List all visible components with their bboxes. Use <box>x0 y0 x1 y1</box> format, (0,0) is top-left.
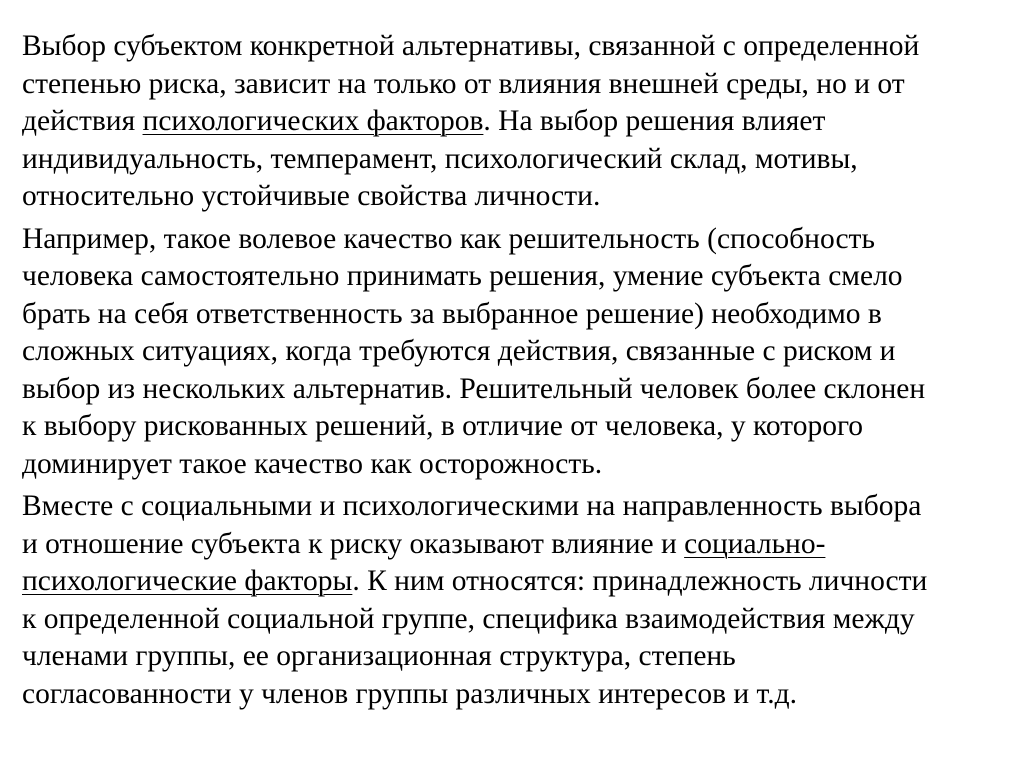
text-segment: . На выбор решения влияет <box>483 105 826 137</box>
text-line <box>22 446 1004 484</box>
text-line <box>22 66 1004 104</box>
text-segment: действия <box>22 105 143 137</box>
text-line <box>22 526 1004 564</box>
text-segment: согласованности у членов группы различных интересов и т.д. <box>22 677 797 710</box>
text-line <box>22 371 1004 409</box>
text-segment: к определенной социальной группе, специфика взаимодействия между <box>22 602 915 635</box>
text-segment: человека самостоятельно принимать решения, умение субъекта смело <box>22 260 903 292</box>
text-segment: брать на себя ответственность за выбранное решение) необходимо в <box>22 297 882 330</box>
text-segment: и отношение субъекта к риску оказывают влияние и <box>22 527 685 560</box>
link-psychological-factors[interactable]: психологических факторов <box>142 105 484 137</box>
text-line <box>22 103 1004 141</box>
text-line <box>22 408 1004 446</box>
text-line <box>22 601 1004 639</box>
text-line <box>22 221 1004 259</box>
text-line <box>22 638 1004 676</box>
text-segment: доминирует такое качество как осторожность. <box>22 447 603 480</box>
text-segment: к выбору рискованных решений, в отличие от человека, у которого <box>22 410 864 442</box>
paragraph-psychological-factors <box>22 28 1004 216</box>
text-line <box>22 676 1004 714</box>
text-segment: относительно устойчивые свойства личности. <box>22 180 601 212</box>
text-segment: Например, такое волевое качество как решительность (способность <box>22 222 875 255</box>
text-segment: членами группы, ее организационная структура, степень <box>22 640 736 672</box>
link-social-psychological-factors-part1[interactable]: социально- <box>684 527 826 560</box>
text-segment: Вместе с социальными и психологическими на направленность выбора <box>22 490 922 522</box>
text-segment: Выбор субъектом конкретной альтернативы, связанной с определенной <box>22 30 920 62</box>
text-line <box>22 258 1004 296</box>
link-social-psychological-factors-part2[interactable]: психологические факторы <box>22 565 353 597</box>
text-segment: индивидуальность, темперамент, психологический склад, мотивы, <box>22 142 858 175</box>
text-segment: . К ним относятся: принадлежность личности <box>352 565 928 597</box>
text-line <box>22 28 1004 66</box>
text-line <box>22 333 1004 371</box>
text-line <box>22 178 1004 216</box>
paragraph-decisiveness <box>22 221 1004 484</box>
text-line <box>22 563 1004 601</box>
text-segment: степенью риска, зависит на только от влияния внешней среды, но и от <box>22 67 905 100</box>
text-segment: сложных ситуациях, когда требуются действия, связанные с риском и <box>22 335 896 367</box>
text-segment: выбор из нескольких альтернатив. Решительный человек более склонен <box>22 372 926 405</box>
text-line <box>22 141 1004 179</box>
text-line <box>22 488 1004 526</box>
text-line <box>22 296 1004 334</box>
paragraph-social-psychological-factors <box>22 488 1004 713</box>
